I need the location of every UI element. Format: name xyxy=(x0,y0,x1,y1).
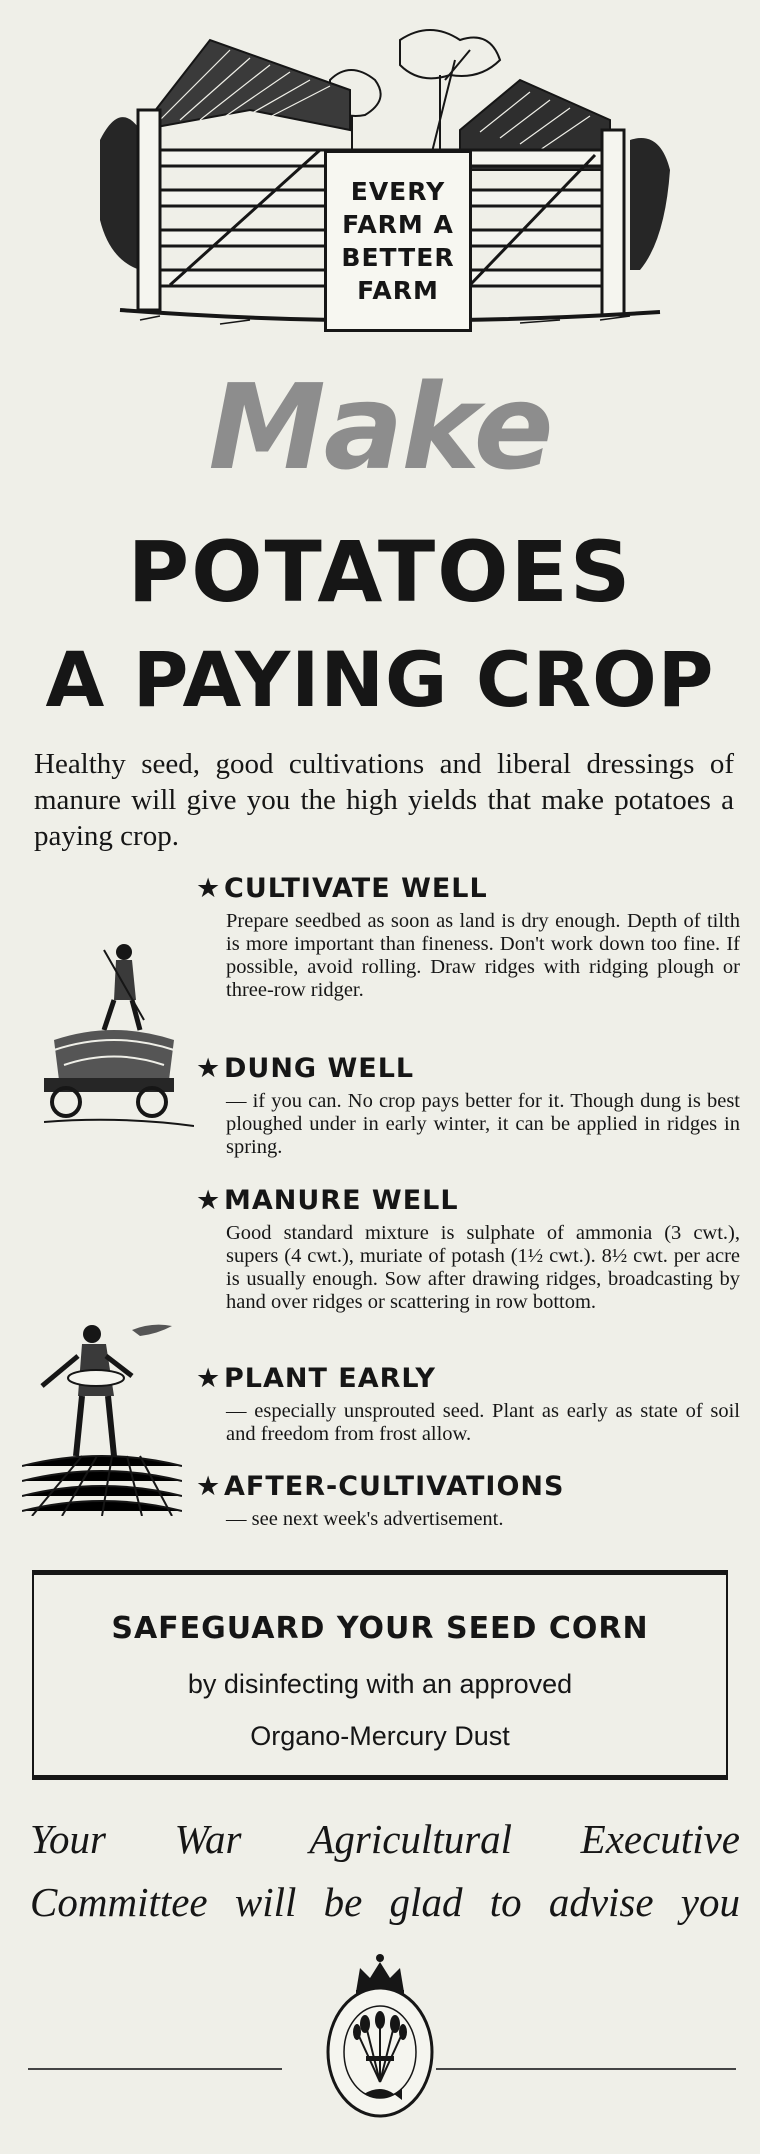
sign-line: BETTER xyxy=(341,243,455,272)
section-body: — see next week's advertisement. xyxy=(226,1508,504,1530)
section-heading xyxy=(196,1470,740,1504)
sign-line: EVERY xyxy=(350,177,446,206)
section-manure-well xyxy=(196,1184,740,1314)
seed-corn-line-2: Organo-Mercury Dust xyxy=(250,1721,510,1751)
star-icon: ★ xyxy=(196,873,222,904)
section-heading-text: DUNG WELL xyxy=(224,1053,415,1084)
farmer-with-cart-illustration xyxy=(44,940,194,1136)
intro-paragraph: Healthy seed, good cultivations and liberal dressings of manure will give you the high yields that make potatoes a paying crop. xyxy=(34,748,734,852)
section-heading-text: PLANT EARLY xyxy=(224,1363,436,1394)
ministry-crest-logo xyxy=(320,1942,440,2122)
section-heading xyxy=(196,1362,740,1396)
advise-tagline: Your War Agricultural Executive Committee will be glad to advise you xyxy=(30,1816,740,1925)
section-heading-text: MANURE WELL xyxy=(224,1185,459,1216)
section-body: — if you can. No crop pays better for it. Though dung is best ploughed under in early winter, it can be applied in ridges in spring. xyxy=(226,1090,740,1158)
seed-corn-title: SAFEGUARD YOUR SEED CORN xyxy=(111,1611,649,1646)
section-body: — especially unsprouted seed. Plant as early as state of soil and freedom from frost allow. xyxy=(226,1400,740,1445)
headline-make: Make xyxy=(208,358,552,496)
footer-rule-left xyxy=(28,2068,282,2070)
section-heading-text: CULTIVATE WELL xyxy=(224,873,488,904)
star-icon: ★ xyxy=(196,1053,222,1084)
gate-sign xyxy=(324,150,472,332)
section-heading xyxy=(196,1184,740,1218)
seed-corn-line-1: by disinfecting with an approved xyxy=(187,1669,573,1699)
star-icon: ★ xyxy=(196,1185,222,1216)
headline-paying-crop: A PAYING CROP xyxy=(45,635,715,724)
section-body: Good standard mixture is sulphate of ammonia (3 cwt.), supers (4 cwt.), muriate of potash (1½ cwt.). 8½ cwt. per acre is usually enough. Sow after drawing ridges, broadcasting by hand over ridges or scattering in row bottom. xyxy=(226,1222,740,1313)
footer-rule-right xyxy=(436,2068,736,2070)
section-heading xyxy=(196,872,740,906)
star-icon: ★ xyxy=(196,1471,222,1502)
sign-line: FARM xyxy=(357,276,439,305)
seed-corn-box xyxy=(32,1570,728,1780)
sower-illustration xyxy=(22,1316,182,1516)
section-after-cultivations xyxy=(196,1470,740,1531)
section-heading-text: AFTER-CULTIVATIONS xyxy=(224,1471,565,1502)
section-plant-early xyxy=(196,1362,740,1446)
headline-potatoes: POTATOES xyxy=(127,523,633,621)
star-icon: ★ xyxy=(196,1363,222,1394)
section-cultivate-well xyxy=(196,872,740,1002)
section-body: Prepare seedbed as soon as land is dry enough. Depth of tilth is more important than fineness. Don't work down too fine. If possible, avoid rolling. Draw ridges with ridging plough or three-row ridger. xyxy=(226,910,740,1001)
section-dung-well xyxy=(196,1052,740,1159)
section-heading xyxy=(196,1052,740,1086)
sign-line: FARM A xyxy=(342,210,454,239)
